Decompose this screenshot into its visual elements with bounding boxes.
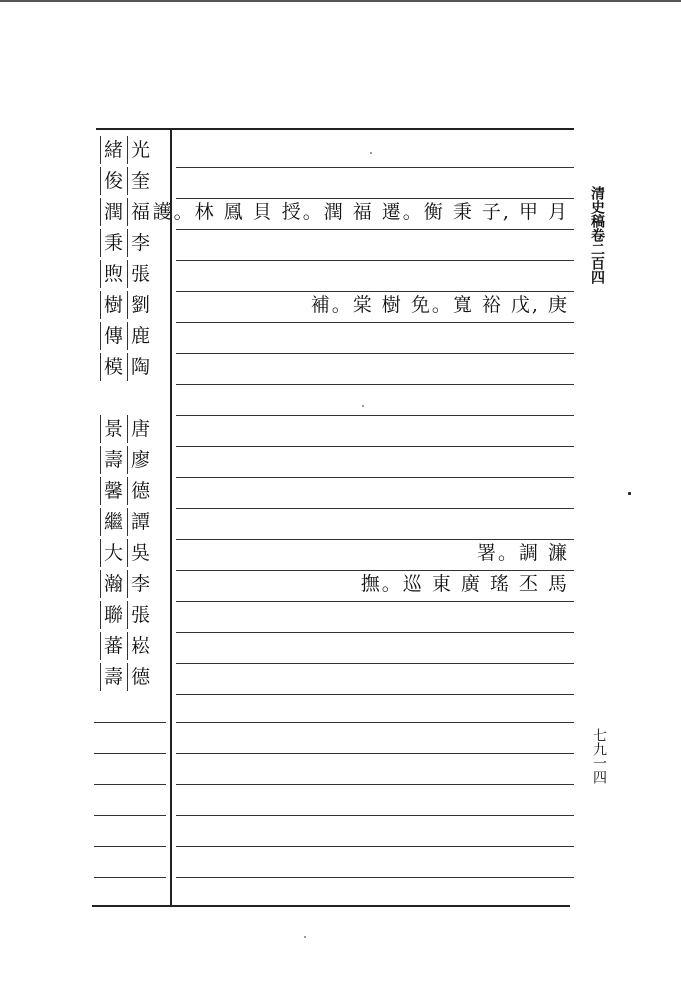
row-line — [94, 784, 166, 785]
name-char: 秉 — [100, 229, 127, 257]
row-line — [176, 353, 574, 354]
row-line — [176, 632, 574, 633]
name-char: 唐 — [127, 415, 154, 443]
name-char: 傳 — [100, 322, 127, 350]
name-cell — [100, 632, 168, 660]
row-entry: 護。林 鳳 貝 授。潤 福 遷。衡 秉 子, 甲 月 — [152, 201, 569, 223]
row-line — [176, 384, 574, 385]
row-line — [176, 167, 574, 168]
name-char: 廖 — [127, 446, 154, 474]
speck — [304, 936, 306, 938]
row-entry: 撫。巡 東 廣 瑤 丕 馬 — [360, 573, 569, 595]
name-char: 張 — [127, 601, 154, 629]
row-line — [176, 753, 574, 754]
name-char: 模 — [100, 353, 127, 381]
name-char: 大 — [100, 539, 127, 567]
row-line — [176, 508, 574, 509]
name-cell — [100, 415, 168, 443]
table-top-rule — [96, 128, 574, 130]
speck — [362, 405, 364, 407]
row-line — [94, 877, 166, 878]
row-line — [176, 663, 574, 664]
row-line — [94, 722, 166, 723]
row-line — [176, 260, 574, 261]
name-cell — [100, 570, 168, 598]
row-line — [176, 322, 574, 323]
name-char: 福 — [127, 198, 154, 226]
name-cell — [100, 663, 168, 691]
row-line — [176, 415, 574, 416]
name-cell — [100, 601, 168, 629]
row-line — [176, 815, 574, 816]
top-border-line — [0, 0, 681, 2]
name-char: 吳 — [127, 539, 154, 567]
name-cell — [100, 477, 168, 505]
row-line — [176, 229, 574, 230]
name-char: 蕃 — [100, 632, 127, 660]
row-line — [176, 446, 574, 447]
name-char: 樹 — [100, 291, 127, 319]
name-cell — [100, 136, 168, 164]
name-char: 崧 — [127, 632, 154, 660]
row-line — [94, 753, 166, 754]
name-char: 緒 — [100, 136, 127, 164]
row-line — [176, 601, 574, 602]
name-char: 德 — [127, 477, 154, 505]
row-entry: 署。調 濂 — [476, 542, 569, 564]
side-title: 清史稿卷二百四 — [589, 186, 605, 284]
row-line — [94, 815, 166, 816]
row-line — [176, 877, 574, 878]
name-char: 光 — [127, 136, 154, 164]
row-line — [176, 784, 574, 785]
name-cell — [100, 353, 168, 381]
name-char: 德 — [127, 663, 154, 691]
name-char: 李 — [127, 229, 154, 257]
name-char: 瀚 — [100, 570, 127, 598]
name-char: 譚 — [127, 508, 154, 536]
table-bottom-rule — [92, 905, 570, 907]
row-line — [94, 846, 166, 847]
name-char: 劉 — [127, 291, 154, 319]
name-char: 張 — [127, 260, 154, 288]
row-line — [176, 694, 574, 695]
name-char: 潤 — [100, 198, 127, 226]
name-char: 李 — [127, 570, 154, 598]
name-char: 鹿 — [127, 322, 154, 350]
name-char: 俊 — [100, 167, 127, 195]
name-char: 馨 — [100, 477, 127, 505]
name-cell — [100, 322, 168, 350]
speck — [628, 492, 631, 495]
name-cell — [100, 539, 168, 567]
name-column-divider — [170, 130, 172, 906]
name-char: 壽 — [100, 663, 127, 691]
name-cell — [100, 446, 168, 474]
row-line — [176, 477, 574, 478]
speck — [370, 152, 372, 154]
page-number: 七九一四 — [591, 728, 607, 784]
name-char: 景 — [100, 415, 127, 443]
name-char: 煦 — [100, 260, 127, 288]
name-cell — [100, 508, 168, 536]
name-cell — [100, 260, 168, 288]
row-entry: 補。棠 樹 免。寬 裕 戊, 庚 — [310, 294, 569, 316]
row-line — [176, 846, 574, 847]
name-char: 陶 — [127, 353, 154, 381]
name-char: 聯 — [100, 601, 127, 629]
name-cell — [100, 291, 168, 319]
row-line — [176, 722, 574, 723]
name-cell — [100, 229, 168, 257]
name-cell — [100, 167, 168, 195]
name-char: 奎 — [127, 167, 154, 195]
name-char: 壽 — [100, 446, 127, 474]
name-char: 繼 — [100, 508, 127, 536]
